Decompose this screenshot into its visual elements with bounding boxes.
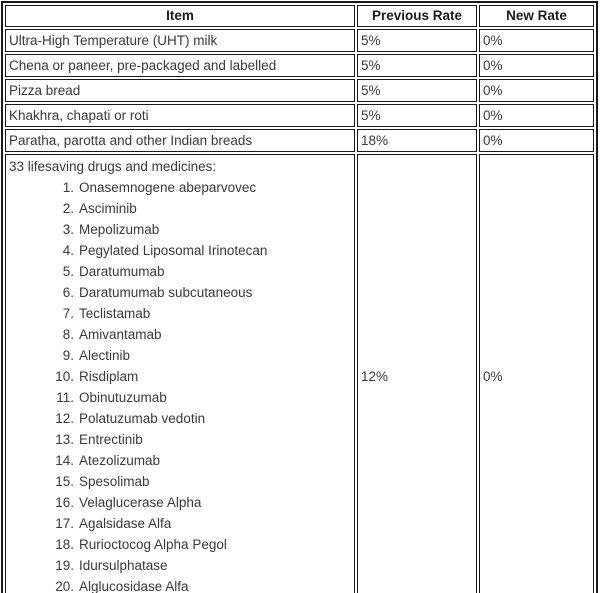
drug-number: 5. — [62, 264, 74, 279]
new-rate-cell: 0% — [479, 79, 594, 102]
table-row — [5, 29, 594, 52]
drug-name: Alglucosidase Alfa — [79, 579, 189, 593]
drug-list-item — [9, 198, 351, 219]
drug-name: Obinutuzumab — [79, 390, 167, 405]
drug-list-item — [9, 282, 351, 303]
drug-list-item — [9, 303, 351, 324]
gst-rate-table — [1, 1, 598, 593]
previous-rate-cell: 5% — [357, 104, 477, 127]
column-header-item: Item — [5, 5, 355, 27]
drug-number: 10. — [55, 369, 74, 384]
drug-name: Pegylated Liposomal Irinotecan — [79, 243, 268, 258]
column-header-previous-rate: Previous Rate — [357, 5, 477, 27]
drug-list-item — [9, 219, 351, 240]
drug-name: Spesolimab — [79, 474, 150, 489]
drug-list-item — [9, 345, 351, 366]
drug-name: Risdiplam — [79, 369, 139, 384]
drug-number: 3. — [62, 222, 74, 237]
drug-name: Idursulphatase — [79, 558, 168, 573]
drugs-heading: 33 lifesaving drugs and medicines: — [9, 159, 217, 174]
drug-number: 14. — [55, 453, 74, 468]
drug-list-item — [9, 261, 351, 282]
table-row — [5, 104, 594, 127]
previous-rate-cell: 5% — [357, 79, 477, 102]
drug-name: Alectinib — [79, 348, 131, 363]
drug-number: 9. — [62, 348, 74, 363]
drug-list-item — [9, 534, 351, 555]
drug-name: Onasemnogene abeparvovec — [79, 180, 257, 195]
drug-number: 8. — [62, 327, 74, 342]
item-cell: Ultra-High Temperature (UHT) milk — [5, 29, 355, 52]
previous-rate-cell: 18% — [357, 129, 477, 152]
drug-name: Asciminib — [79, 201, 137, 216]
new-rate-cell: 0% — [479, 104, 594, 127]
item-cell: Khakhra, chapati or roti — [5, 104, 355, 127]
drug-number: 12. — [55, 411, 74, 426]
drugs-item-cell — [5, 154, 355, 593]
new-rate-cell: 0% — [479, 54, 594, 77]
drug-number: 17. — [55, 516, 74, 531]
drug-name: Entrectinib — [79, 432, 143, 447]
drug-list-item — [9, 555, 351, 576]
drug-name: Teclistamab — [79, 306, 151, 321]
table-row — [5, 79, 594, 102]
table-row — [5, 129, 594, 152]
drug-list — [9, 177, 351, 593]
drugs-row — [5, 154, 594, 593]
new-rate-cell: 0% — [479, 29, 594, 52]
drug-number: 6. — [62, 285, 74, 300]
drug-list-item — [9, 450, 351, 471]
drug-list-item — [9, 366, 351, 387]
drug-list-item — [9, 492, 351, 513]
drug-number: 19. — [55, 558, 74, 573]
drug-number: 15. — [55, 474, 74, 489]
drug-name: Velaglucerase Alpha — [79, 495, 202, 510]
drug-list-item — [9, 471, 351, 492]
drugs-new-rate-cell: 0% — [479, 154, 594, 593]
drug-name: Daratumumab subcutaneous — [79, 285, 253, 300]
drug-number: 18. — [55, 537, 74, 552]
drug-list-item — [9, 429, 351, 450]
drug-name: Daratumumab — [79, 264, 165, 279]
new-rate-cell: 0% — [479, 129, 594, 152]
drug-list-item — [9, 513, 351, 534]
drug-name: Atezolizumab — [79, 453, 161, 468]
previous-rate-cell: 5% — [357, 29, 477, 52]
drug-list-item — [9, 387, 351, 408]
drug-number: 7. — [62, 306, 74, 321]
drug-list-item — [9, 408, 351, 429]
table-row — [5, 54, 594, 77]
drugs-previous-rate-cell: 12% — [357, 154, 477, 593]
drug-number: 20. — [55, 579, 74, 593]
drug-number: 4. — [62, 243, 74, 258]
drug-name: Polatuzumab vedotin — [79, 411, 206, 426]
drug-number: 2. — [62, 201, 74, 216]
item-cell: Chena or paneer, pre-packaged and labelled — [5, 54, 355, 77]
column-header-new-rate: New Rate — [479, 5, 594, 27]
header-row — [5, 5, 594, 27]
table-body — [5, 29, 594, 593]
drug-name: Agalsidase Alfa — [79, 516, 172, 531]
drug-list-item — [9, 177, 351, 198]
item-cell: Paratha, parotta and other Indian breads — [5, 129, 355, 152]
item-cell: Pizza bread — [5, 79, 355, 102]
drug-list-item — [9, 240, 351, 261]
drug-number: 11. — [56, 390, 74, 405]
drug-number: 16. — [55, 495, 74, 510]
drug-list-item — [9, 324, 351, 345]
drug-list-item — [9, 576, 351, 593]
previous-rate-cell: 5% — [357, 54, 477, 77]
drug-name: Amivantamab — [79, 327, 162, 342]
drug-name: Rurioctocog Alpha Pegol — [79, 537, 227, 552]
drug-name: Mepolizumab — [79, 222, 160, 237]
drug-number: 13. — [55, 432, 74, 447]
drug-number: 1. — [62, 180, 74, 195]
